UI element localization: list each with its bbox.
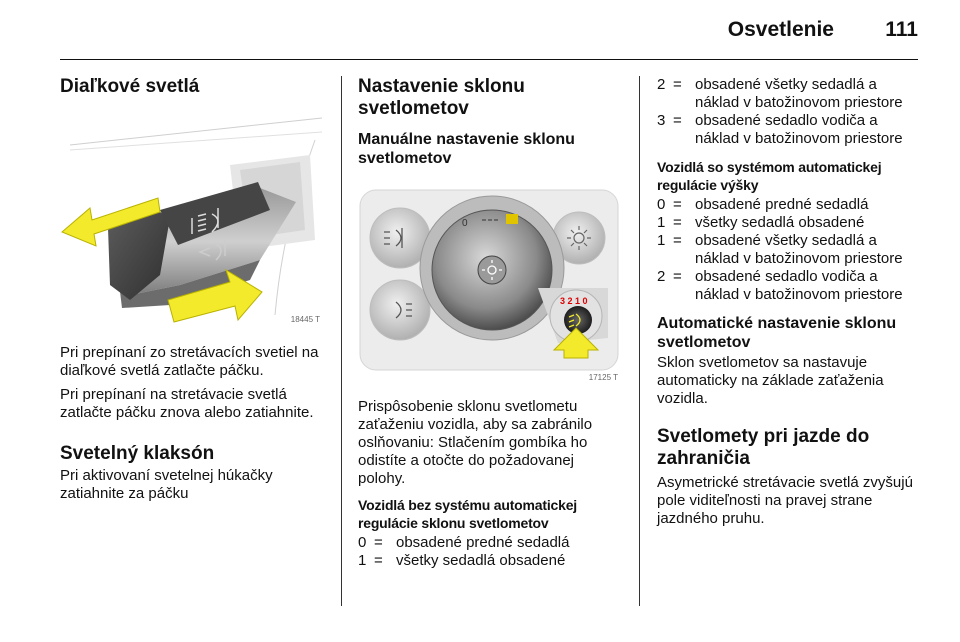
figure-code: 17125 T bbox=[588, 373, 618, 382]
light-switch-illustration bbox=[358, 178, 620, 386]
list-item: 2 = obsadené všetky sedadlá a náklad v batožinovom priestore bbox=[657, 76, 903, 111]
page-number: 111 bbox=[885, 18, 918, 41]
list-item: 1 = všetky sedadlá obsadené bbox=[358, 552, 566, 569]
list-item: 1 = všetky sedadlá obsadené bbox=[657, 214, 865, 231]
heading-auto-adjust: Automatické nastavenie sklonu svetlometov bbox=[657, 315, 897, 351]
heading-high-beam: Diaľkové svetlá bbox=[60, 76, 200, 97]
para-flash: Pri aktivovaní svetelnej húkačky zatiahnite za páčku bbox=[60, 467, 273, 502]
list-item: 0 = obsadené predné sedadlá bbox=[657, 196, 869, 213]
heading-headlamp-range: Nastavenie sklonu svetlometov bbox=[358, 76, 525, 119]
column-divider-2 bbox=[639, 76, 640, 606]
column-divider-1 bbox=[341, 76, 342, 606]
heading-abroad: Svetlomety pri jazde do zahraničia bbox=[657, 426, 870, 469]
dial-label-zero: 0 bbox=[462, 218, 468, 229]
para-abroad: Asymetrické stretávacie svetlá zvyšujú pole viditeľnosti na pravej strane jazdného pruhu. bbox=[657, 474, 913, 527]
range-scale-labels: 3 2 1 0 bbox=[560, 296, 588, 306]
manual-positions-list bbox=[358, 534, 620, 570]
column-2 bbox=[358, 76, 620, 570]
low-beam-icon bbox=[506, 214, 518, 224]
subheading-manual: Manuálne nastavenie sklonu svetlometov bbox=[358, 131, 575, 167]
list-heading-auto: Vozidlá so systémom automatickej regulácie výšky bbox=[657, 159, 882, 193]
figure-code: 18445 T bbox=[290, 315, 320, 324]
page-header bbox=[0, 0, 960, 62]
stalk-illustration bbox=[60, 110, 322, 328]
para-auto-adjust: Sklon svetlometov sa nastavuje automaticky na základe zaťaženia vozidla. bbox=[657, 354, 884, 407]
para-switch-low: Pri prepínaní na stretávacie svetlá zatlačte páčku znova alebo zatiahnite. bbox=[60, 386, 314, 421]
para-manual-adjust: Prispôsobenie sklonu svetlometu zaťaženiu vozidla, aby sa zabránilo oslňovaniu: Stlačením gombíka ho odistíte a otočte do požadovanej polohy. bbox=[358, 398, 593, 487]
list-item: 0 = obsadené predné sedadlá bbox=[358, 534, 570, 551]
list-heading-manual: Vozidlá bez systému automatickej regulácie sklonu svetlometov bbox=[358, 497, 577, 531]
column-1 bbox=[60, 76, 322, 503]
manual-positions-list-cont bbox=[657, 76, 919, 148]
para-switch-high: Pri prepínaní zo stretávacích svetiel na diaľkové svetlá zatlačte páčku. bbox=[60, 344, 319, 379]
header-rule bbox=[60, 59, 918, 60]
list-item: 2 = obsadené sedadlo vodiča a náklad v batožinovom priestore bbox=[657, 268, 903, 303]
figure-stalk bbox=[60, 110, 322, 328]
list-item: 1 = obsadené všetky sedadlá a náklad v batožinovom priestore bbox=[657, 232, 903, 267]
list-item: 3 = obsadené sedadlo vodiča a náklad v batožinovom priestore bbox=[657, 112, 903, 147]
column-3 bbox=[657, 76, 919, 528]
figure-light-switch bbox=[358, 178, 620, 386]
auto-positions-list bbox=[657, 196, 919, 304]
page-title: Osvetlenie bbox=[727, 18, 834, 41]
heading-flash: Svetelný klaksón bbox=[60, 443, 215, 464]
